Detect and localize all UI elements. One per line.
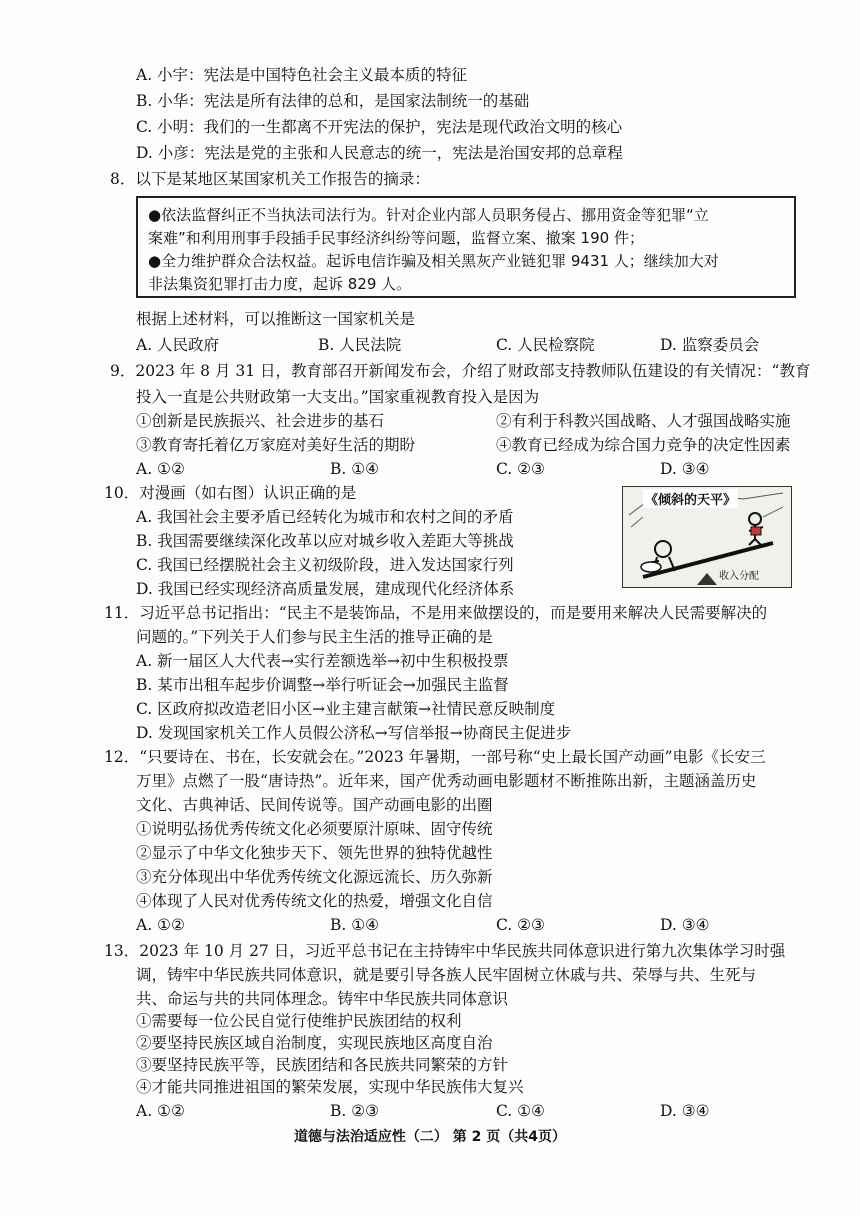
q8-box-line: ●全力维护群众合法权益。起诉电信诈骗及相关黑灰产业链犯罪 9431 人；继续加大对 [148, 252, 719, 270]
q13-statement-1: ①需要每一位公民自觉行使维护民族团结的权利 [136, 1012, 462, 1030]
q9-option-c: C. ②③ [496, 460, 545, 478]
q13-stem-line: 调，铸牢中华民族共同体意识，就是要引导各族人民牢固树立休戚与共、荣辱与共、生死与 [136, 966, 757, 984]
q12-option-b: B. ①④ [330, 916, 380, 934]
q12-stem-line: 12．“只要诗在、书在，长安就会在。”2023 年暑期，一部号称“史上最长国产动画”电影《长安三 [104, 748, 766, 766]
q11-stem-line: 11．习近平总书记指出：“民主不是装饰品，不是用来做摆设的，而是要用来解决人民需要解决的 [104, 604, 768, 622]
q8-option-c: C. 人民检察院 [496, 336, 595, 354]
q9-statement-2: ②有利于科教兴国战略、人才强国战略实施 [496, 412, 791, 430]
q9-option-b: B. ①④ [330, 460, 380, 478]
q12-statement-3: ③充分体现出中华优秀传统文化源远流长、历久弥新 [136, 868, 493, 886]
q10-option-d: D. 我国已经实现经济高质量发展，建成现代化经济体系 [136, 580, 515, 598]
q12-option-c: C. ②③ [496, 916, 545, 934]
q7-option-b: B. 小华：宪法是所有法律的总和，是国家法制统一的基础 [136, 92, 530, 110]
q10-stem: 10．对漫画（如右图）认识正确的是 [104, 484, 357, 502]
q7-option-a: A. 小宇：宪法是中国特色社会主义最本质的特征 [136, 66, 468, 84]
q12-statement-1: ①说明弘扬优秀传统文化必须要原汁原味、固守传统 [136, 820, 493, 838]
q7-option-c: C. 小明：我们的一生都离不开宪法的保护，宪法是现代政治文明的核心 [136, 118, 623, 136]
q9-option-d: D. ③④ [660, 460, 710, 478]
q10-option-b: B. 我国需要继续深化改革以应对城乡收入差距大等挑战 [136, 532, 514, 550]
q13-stem-line: 共、命运与共的共同体理念。铸牢中华民族共同体意识 [136, 990, 509, 1008]
q12-statement-2: ②显示了中华文化独步天下、领先世界的独特优越性 [136, 844, 493, 862]
q12-statement-4: ④体现了人民对优秀传统文化的热爱，增强文化自信 [136, 892, 493, 910]
q12-option-a: A. ①② [136, 916, 185, 934]
q11-option-c: C. 区政府拟改造老旧小区→业主建言献策→社情民意反映制度 [136, 700, 556, 718]
q8-option-d: D. 监察委员会 [660, 336, 760, 354]
q8-box-line: ●依法监督纠正不当执法司法行为。针对企业内部人员职务侵占、挪用资金等犯罪“立 [148, 206, 709, 224]
q13-option-b: B. ②③ [330, 1102, 380, 1120]
q8-excerpt-box [136, 196, 796, 298]
balance-cartoon [622, 486, 792, 588]
cartoon-label: 收入分配 [719, 571, 759, 582]
q9-statement-3: ③教育寄托着亿万家庭对美好生活的期盼 [136, 436, 416, 454]
cartoon-title: 《倾斜的天平》 [643, 489, 738, 508]
q8-question: 根据上述材料，可以推断这一国家机关是 [136, 310, 416, 328]
q11-option-a: A. 新一届区人大代表→实行差额选举→初中生积极投票 [136, 652, 509, 670]
q8-box-line: 案难”和利用刑事手段插手民事经济纠纷等问题，监督立案、撤案 190 件； [148, 229, 644, 247]
page-footer: 道德与法治适应性（二） 第 2 页（共4页） [293, 1129, 567, 1145]
q9-stem-line: 投入一直是公共财政第一大支出。”国家重视教育投入是因为 [136, 388, 540, 406]
q8-option-a: A. 人民政府 [136, 336, 220, 354]
q8-box-line: 非法集资犯罪打击力度，起诉 829 人。 [148, 275, 412, 293]
q13-statement-2: ②要坚持民族区域自治制度，实现民族地区高度自治 [136, 1034, 493, 1052]
q13-statement-3: ③要坚持民族平等，民族团结和各民族共同繁荣的方针 [136, 1056, 509, 1074]
q8-stem: 8．以下是某地区某国家机关工作报告的摘录： [110, 170, 430, 188]
q9-stem-line: 9．2023 年 8 月 31 日，教育部召开新闻发布会，介绍了财政部支持教师队伍建设的有关情况：“教育 [110, 362, 811, 380]
q13-option-d: D. ③④ [660, 1102, 710, 1120]
q11-stem-line: 问题的。”下列关于人们参与民主生活的推导正确的是 [136, 628, 493, 646]
q12-stem-line: 文化、古典神话、民间传说等。国产动画电影的出圈 [136, 796, 493, 814]
q11-option-b: B. 某市出租车起步价调整→举行听证会→加强民主监督 [136, 676, 509, 694]
q13-statement-4: ④才能共同推进祖国的繁荣发展，实现中华民族伟大复兴 [136, 1078, 524, 1096]
q9-statement-4: ④教育已经成为综合国力竞争的决定性因素 [496, 436, 791, 454]
q13-option-c: C. ①④ [496, 1102, 545, 1120]
q12-stem-line: 万里》点燃了一股“唐诗热”。近年来，国产优秀动画电影题材不断推陈出新，主题涵盖历史 [136, 772, 757, 790]
q10-option-a: A. 我国社会主要矛盾已经转化为城市和农村之间的矛盾 [136, 508, 514, 526]
q13-option-a: A. ①② [136, 1102, 185, 1120]
q13-stem-line: 13．2023 年 10 月 27 日，习近平总书记在主持铸牢中华民族共同体意识进行第九次集体学习时强 [104, 942, 786, 960]
q8-option-b: B. 人民法院 [318, 336, 402, 354]
q9-option-a: A. ①② [136, 460, 185, 478]
q7-option-d: D. 小彦：宪法是党的主张和人民意志的统一，宪法是治国安邦的总章程 [136, 144, 623, 162]
q12-option-d: D. ③④ [660, 916, 710, 934]
q9-statement-1: ①创新是民族振兴、社会进步的基石 [136, 412, 385, 430]
q11-option-d: D. 发现国家机关工作人员假公济私→写信举报→协商民主促进步 [136, 724, 572, 742]
q10-option-c: C. 我国已经摆脱社会主义初级阶段，进入发达国家行列 [136, 556, 514, 574]
